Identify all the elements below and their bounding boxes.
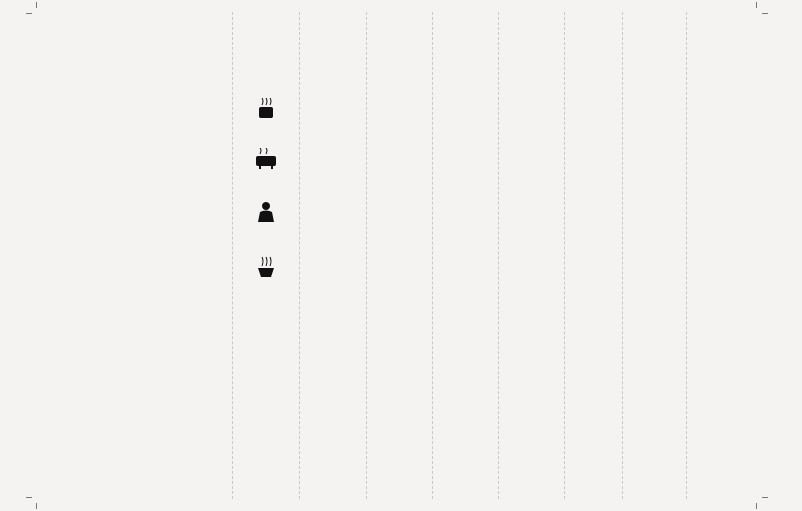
english-column xyxy=(302,30,364,32)
english-intro-block xyxy=(236,328,292,330)
indications-table xyxy=(41,31,227,34)
crop-mark xyxy=(762,497,768,498)
fold-line xyxy=(686,12,687,499)
fold-line xyxy=(366,12,367,499)
fold-line xyxy=(622,12,623,499)
diffuser-icon xyxy=(254,98,278,120)
crop-mark xyxy=(36,503,37,509)
oil-grid xyxy=(41,111,227,499)
crop-mark xyxy=(26,13,32,14)
fold-line xyxy=(232,12,233,499)
francais-column xyxy=(434,30,496,32)
crop-mark xyxy=(36,2,37,8)
fold-line xyxy=(498,12,499,499)
english-column-2 xyxy=(368,30,430,40)
vertical-strip xyxy=(566,30,620,480)
nederlands-column xyxy=(624,30,682,32)
bath-icon xyxy=(254,148,278,170)
fold-line xyxy=(299,12,300,499)
fold-line xyxy=(564,12,565,499)
inhalation-icon xyxy=(254,256,278,278)
crop-mark xyxy=(756,2,757,8)
usage-column-headers xyxy=(139,31,227,109)
crop-mark xyxy=(26,497,32,498)
massage-icon xyxy=(254,200,278,222)
warnings-column xyxy=(688,30,748,32)
fold-line xyxy=(432,12,433,499)
francais-column-2 xyxy=(500,30,562,40)
crop-mark xyxy=(756,503,757,509)
crop-mark xyxy=(762,13,768,14)
